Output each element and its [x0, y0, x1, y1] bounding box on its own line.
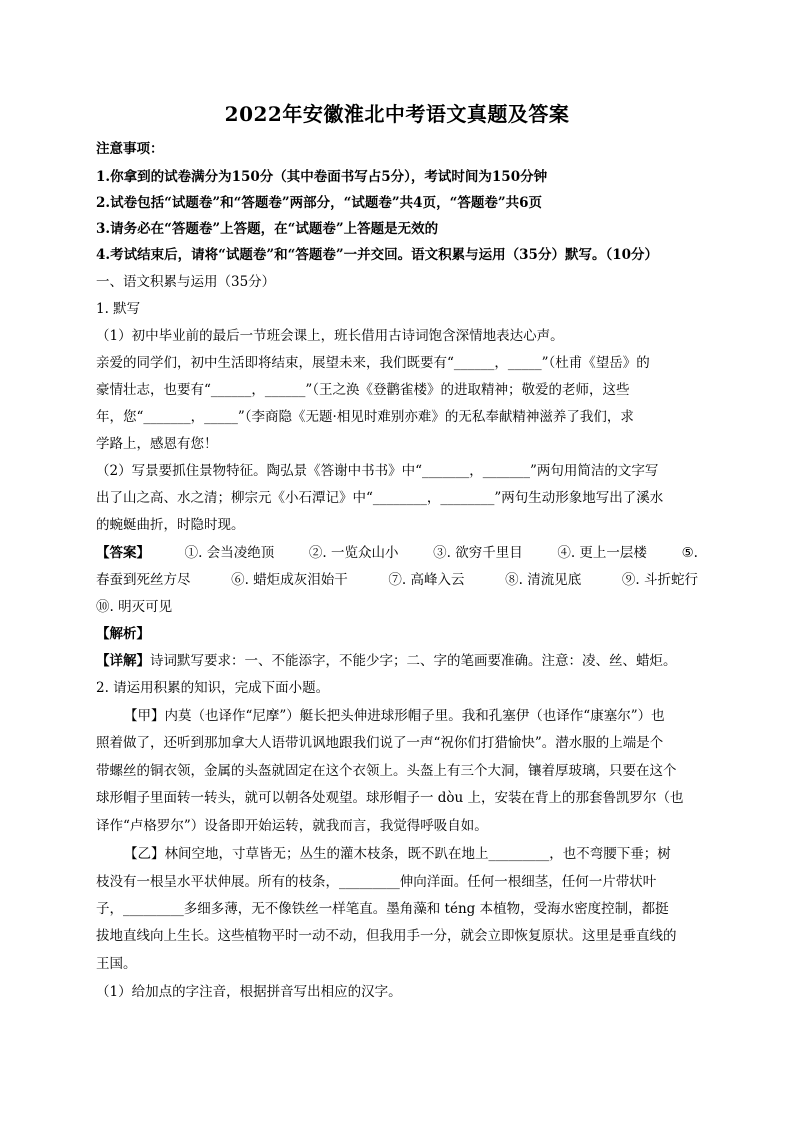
- question-1-2-line: 出了山之高、水之清；柳宗元《小石潭记》中“________，________”两句生动形象地写出了溪水: [96, 490, 664, 506]
- analysis-label: 【解析】: [96, 626, 150, 642]
- answer-label: 【答案】: [96, 545, 150, 561]
- question-1-1-line: 亲爱的同学们，初中生活即将结束，展望未来，我们既要有“______，_____”（杜甫《望岳》的: [96, 355, 650, 371]
- passage-yi-line: 拔地直线向上生长。这些植物平时一动不动，但我用手一分，就会立即恢复原状。这里是垂直线的: [96, 928, 677, 944]
- answer-item: ⑧. 清流见底: [505, 572, 582, 588]
- passage-yi-line: 【乙】林间空地，寸草皆无；丛生的灌木枝条，既不趴在地上_________，也不弯腰下垂；树: [124, 846, 671, 862]
- question-1-1-line: 年，您“_______，_____”（李商隐《无题·相见时难别亦难》的无私奉献精神滋养了我们，求: [96, 409, 634, 425]
- passage-yi-line: 子，_________多细多薄，无不像铁丝一样笔直。墨角藻和 téng 本植物，受海水密度控制，都挺: [96, 901, 669, 917]
- answer-line-2: [96, 574, 698, 588]
- detail-text: 诗词默写要求：一、不能添字，不能少字；二、字的笔画要准确。注意：凌、丝、蜡炬。: [150, 653, 677, 669]
- passage-yi-line: 王国。: [96, 956, 137, 972]
- question-1-1-line: 学路上，感恩有您！: [96, 436, 218, 452]
- notice-item-3: 3.请务必在“答题卷”上答题，在“试题卷”上答题是无效的: [96, 221, 439, 237]
- section-1-heading: 一、语文积累与运用（35分）: [96, 274, 276, 290]
- passage-jia-line: 译作“卢格罗尔”）设备即开始运转，就我而言，我觉得呼吸自如。: [96, 818, 488, 834]
- answer-line-1: [96, 547, 698, 561]
- question-2-label: 2. 请运用积累的知识，完成下面小题。: [96, 680, 330, 696]
- question-1-2-line: 的蜿蜒曲折，时隐时现。: [96, 517, 245, 533]
- notice-item-4: 4.考试结束后，请将“试题卷”和“答题卷”一并交回。语文积累与运用（35分）默写。（10分）: [96, 247, 658, 263]
- answer-item: ①. 会当凌绝顶: [184, 545, 275, 561]
- passage-jia-line: 带螺丝的铜衣领，金属的头盔就固定在这个衣领上。头盔上有三个大洞，镶着厚玻璃，只要在这个: [96, 763, 677, 779]
- answer-item: ⑥. 蜡炬成灰泪始干: [231, 572, 348, 588]
- answer-item: 春蚕到死丝方尽: [96, 572, 191, 588]
- passage-jia-line: 球形帽子里面转一转头，就可以朝各处观望。球形帽子一 dòu 上，安装在背上的那套鲁凯罗尔（也: [96, 790, 684, 806]
- answer-item: ⑤.: [681, 545, 698, 561]
- passage-jia-line: 【甲】内莫（也译作“尼摩”）艇长把头伸进球形帽子里。我和孔塞伊（也译作“康塞尔”）也: [124, 708, 665, 724]
- question-1-label: 1. 默写: [96, 301, 141, 317]
- passage-yi-line: 枝没有一根呈水平状伸展。所有的枝条，_________伸向洋面。任何一根细茎，任何一片带状叶: [96, 874, 657, 890]
- page-title: 2022年安徽淮北中考语文真题及答案: [224, 102, 570, 126]
- passage-jia-line: 照着做了，还听到那加拿大人语带讥讽地跟我们说了一声“祝你们打猎愉快”。潜水服的上端是个: [96, 735, 664, 751]
- answer-item: ⑨. 斗折蛇行: [621, 572, 698, 588]
- answer-item: ②. 一览众山小: [308, 545, 399, 561]
- notice-item-2: 2.试卷包括“试题卷”和“答题卷”两部分，“试题卷”共4页，“答题卷”共6页: [96, 195, 543, 211]
- answer-item: ③. 欲穷千里目: [433, 545, 523, 561]
- answer-item: ④. 更上一层楼: [557, 545, 647, 561]
- detail-line: [96, 655, 677, 669]
- notice-heading: 注意事项：: [96, 141, 164, 157]
- question-1-1-line: 豪情壮志，也要有“______，______”（王之涣《登鹳雀楼》的进取精神；敬爱的老师，这些: [96, 382, 630, 398]
- question-1-2-line: （2）写景要抓住景物特征。陶弘景《答谢中书书》中“_______，_______”两句用简洁的文字写: [96, 463, 659, 479]
- answer-line-3: ⑩. 明灭可见: [96, 599, 173, 615]
- answer-item: ⑦. 高峰入云: [388, 572, 465, 588]
- question-2-1: （1）给加点的字注音，根据拼音写出相应的汉字。: [96, 984, 402, 1000]
- detail-label: 【详解】: [96, 653, 150, 669]
- question-1-1-intro: （1）初中毕业前的最后一节班会课上，班长借用古诗词饱含深情地表达心声。: [96, 328, 564, 344]
- notice-item-1: 1.你拿到的试卷满分为150分（其中卷面书写占5分），考试时间为150分钟: [96, 169, 548, 185]
